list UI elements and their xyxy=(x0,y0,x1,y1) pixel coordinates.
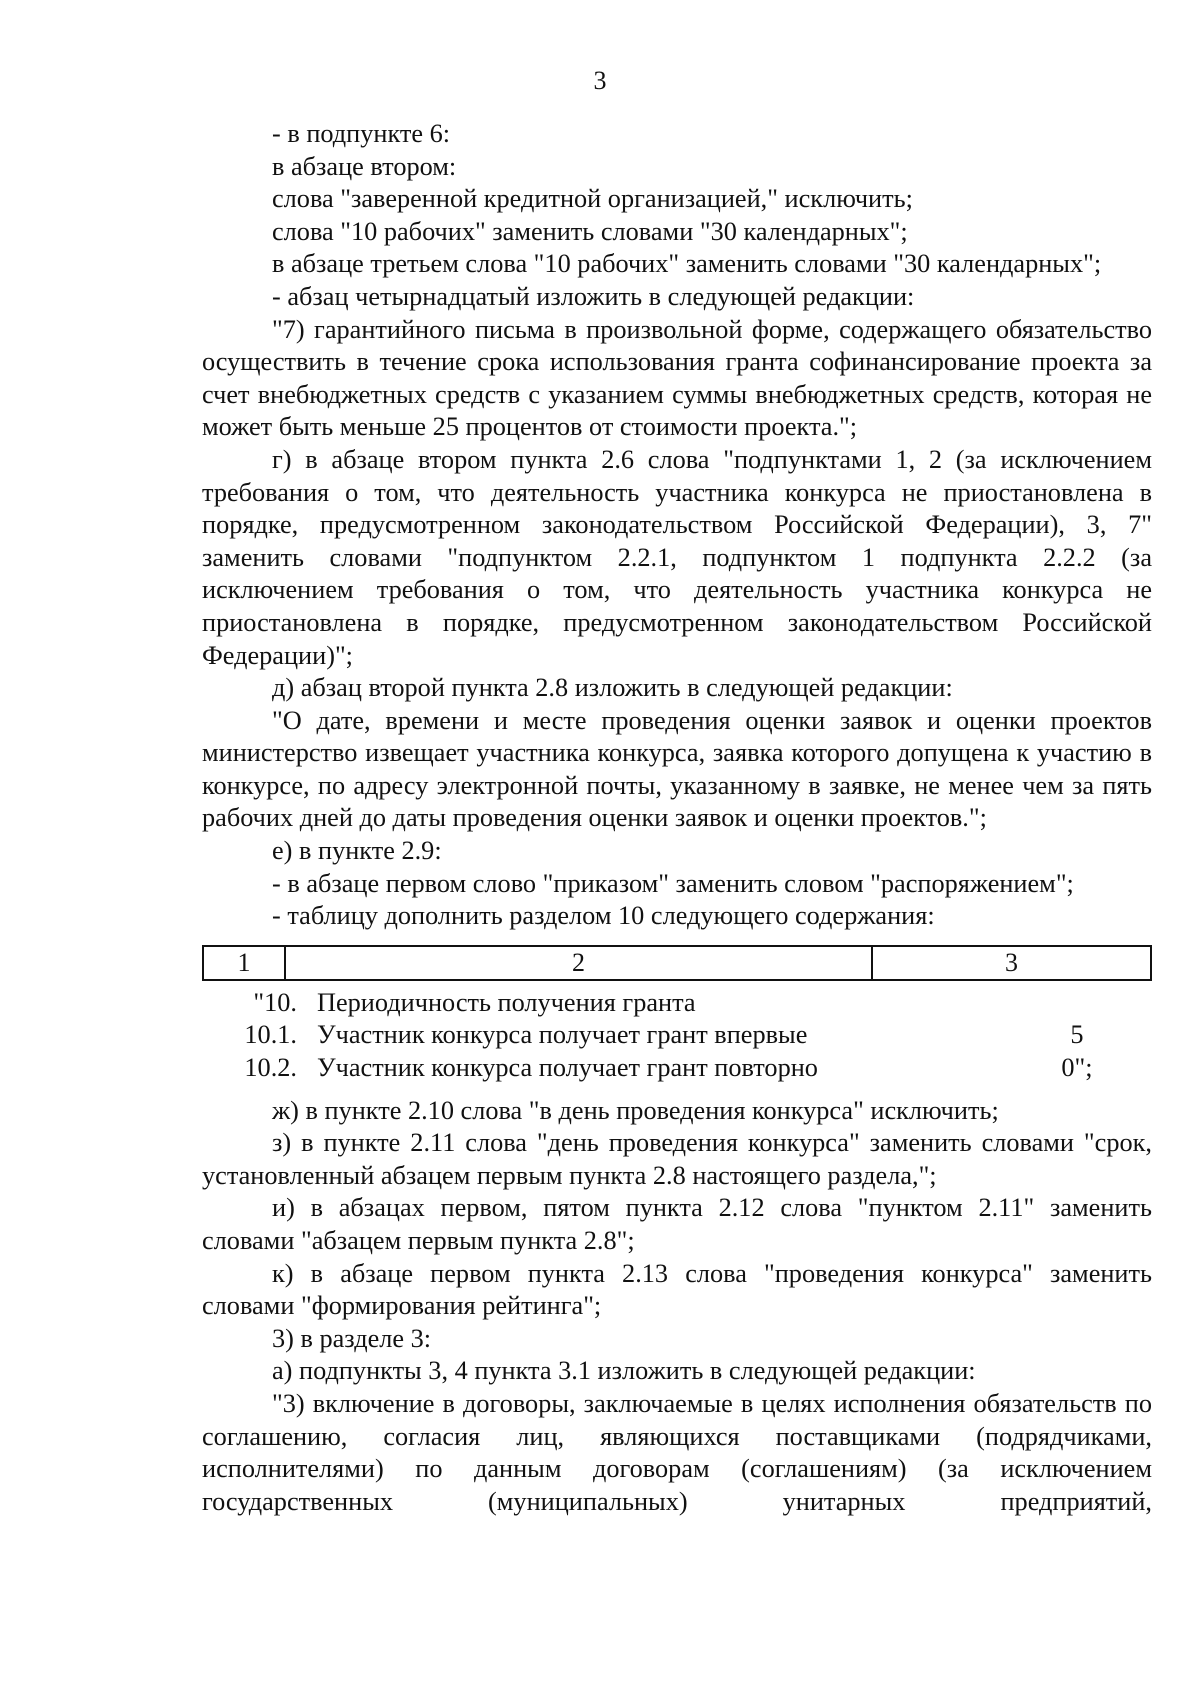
paragraph: 3) в разделе 3: xyxy=(272,1323,432,1353)
row-value: 5 xyxy=(1070,1020,1084,1050)
paragraph: к) в абзаце первом пункта 2.13 слова "проведения конкурса" заменить словами "формирования рейтинга"; xyxy=(202,1258,1152,1321)
paragraph: слова "заверенной кредитной организацией," исключить; xyxy=(272,184,913,214)
paragraph: г) в абзаце втором пункта 2.6 слова "подпунктами 1, 2 (за исключением требования о том, что деятельность участника конкурса не приостановлена в порядке, предусмотренном законодательством Российской Федерации), 3, 7" заменить словами "подпунктом 2.2.1, подпунктом 1 подпункта 2.2.2 (за исключением требования о том, что деятельность участника конкурса не приостановлена в порядке, предусмотренном законодательством Российской Федерации)"; xyxy=(202,444,1152,670)
row-number: 10.2. xyxy=(244,1053,297,1083)
table-header-cell: 1 xyxy=(203,946,285,980)
paragraph: з) в пункте 2.11 слова "день проведения конкурса" заменить словами "срок, установленный абзацем первым пункта 2.8 настоящего раздела,"; xyxy=(202,1128,1152,1190)
paragraph: - таблицу дополнить разделом 10 следующего содержания: xyxy=(272,901,935,931)
table-row xyxy=(202,987,1152,1020)
section-10-rows xyxy=(202,987,1152,1085)
paragraph: и) в абзацах первом, пятом пункта 2.12 слова "пунктом 2.11" заменить словами "абзацем первым пункта 2.8"; xyxy=(202,1193,1152,1255)
page-number: 3 xyxy=(593,66,607,95)
row-number: 10.1. xyxy=(244,1020,297,1050)
table-row xyxy=(202,1052,1152,1085)
paragraphs-bottom xyxy=(202,1095,1152,1519)
paragraph: - в абзаце первом слово "приказом" заменить словом "распоряжением"; xyxy=(272,868,1074,898)
table-header-cell: 2 xyxy=(285,946,872,980)
paragraph: е) в пункте 2.9: xyxy=(272,836,442,866)
paragraph: ж) в пункте 2.10 слова "в день проведения конкурса" исключить; xyxy=(272,1095,999,1125)
row-value: 0"; xyxy=(1061,1053,1093,1083)
table-row xyxy=(202,1019,1152,1052)
paragraph: - абзац четырнадцатый изложить в следующей редакции: xyxy=(272,281,915,311)
paragraph: - в подпункте 6: xyxy=(272,119,451,148)
paragraph: "3) включение в договоры, заключаемые в целях исполнения обязательств по соглашению, согласия лиц, являющихся поставщиками (подрядчиками, исполнителями) по данным договорам (соглашениям) (за исключением государственных (муниципальных) унитарных предприятий, xyxy=(202,1388,1152,1516)
row-text: Периодичность получения гранта xyxy=(317,987,696,1017)
paragraphs-top xyxy=(202,118,1152,933)
table-header-cell: 3 xyxy=(872,946,1151,980)
paragraph: д) абзац второй пункта 2.8 изложить в следующей редакции: xyxy=(272,673,953,703)
row-value xyxy=(1017,987,1137,1020)
row-text: Участник конкурса получает грант впервые xyxy=(317,1020,808,1050)
row-text: Участник конкурса получает грант повторно xyxy=(317,1053,818,1083)
document-body xyxy=(202,118,1152,1518)
paragraph: в абзаце третьем слова "10 рабочих" заменить словами "30 календарных"; xyxy=(272,249,1102,279)
paragraph: а) подпункты 3, 4 пункта 3.1 изложить в следующей редакции: xyxy=(272,1356,976,1386)
table-header-row xyxy=(203,946,1151,980)
paragraph: "7) гарантийного письма в произвольной форме, содержащего обязательство осуществить в течение срока использования гранта софинансирование проекта за счет внебюджетных средств с указанием суммы внебюджетных средств, которая не может быть меньше 25 процентов от стоимости проекта."; xyxy=(202,314,1152,442)
paragraph: "О дате, времени и месте проведения оценки заявок и оценки проектов министерство извещает участника конкурса, заявка которого допущена к участию в конкурсе, по адресу электронной почты, указанному в заявке, не менее чем за пять рабочих дней до даты проведения оценки заявок и оценки проектов."; xyxy=(202,705,1152,833)
paragraph: слова "10 рабочих" заменить словами "30 календарных"; xyxy=(272,216,908,246)
paragraph: в абзаце втором: xyxy=(272,151,457,181)
row-number: "10. xyxy=(253,987,297,1017)
column-number-table xyxy=(202,945,1152,981)
